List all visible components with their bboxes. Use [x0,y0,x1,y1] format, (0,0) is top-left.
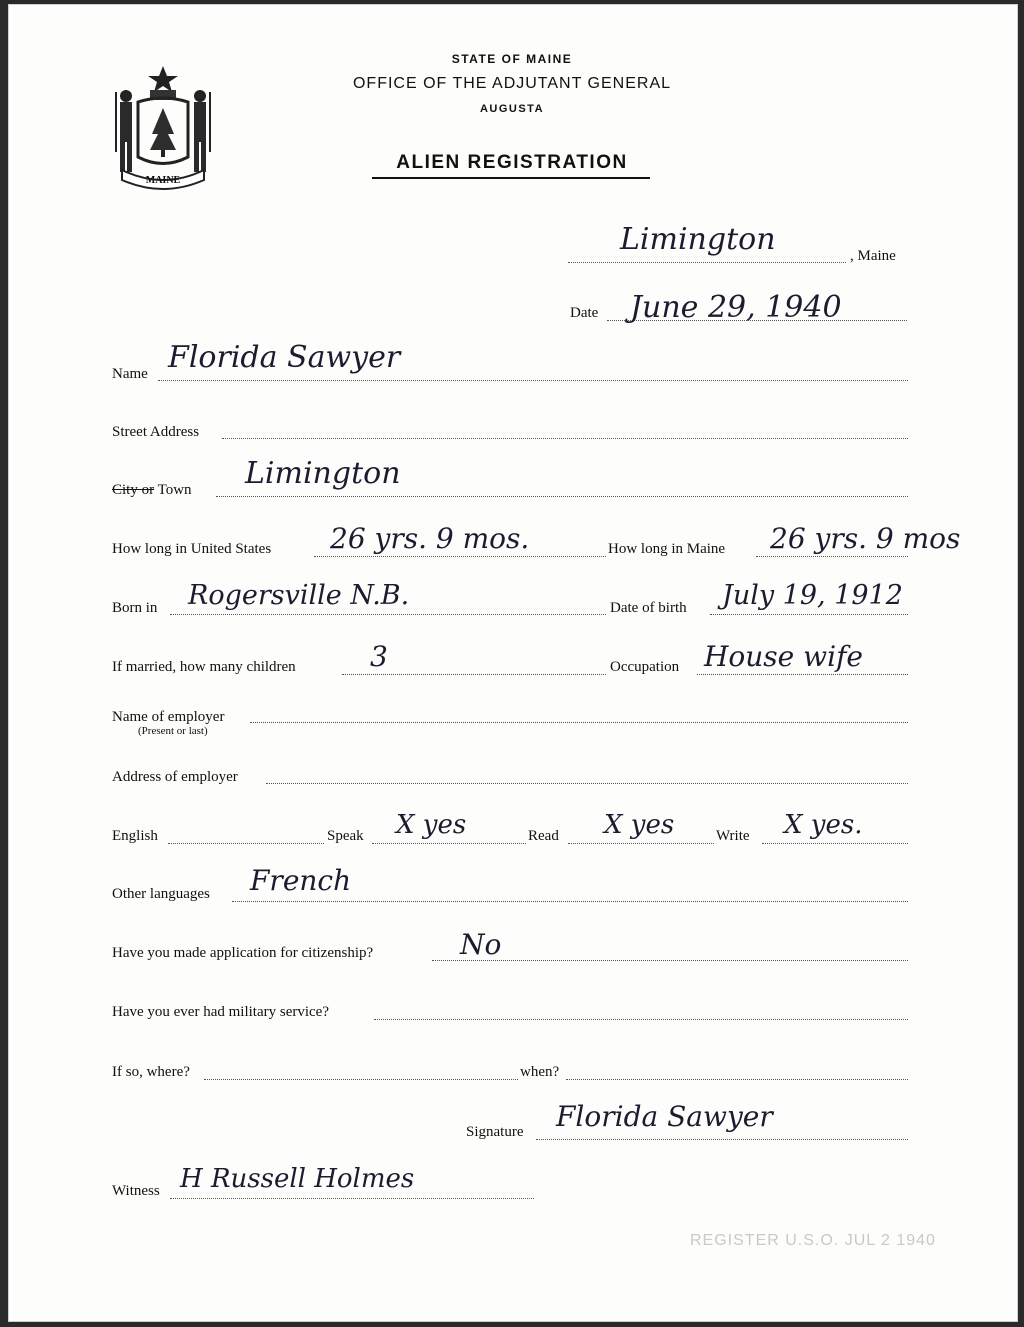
header-state: STATE OF MAINE [451,52,573,66]
city-value: Limington [245,456,401,491]
city-line [216,496,908,497]
us-label: How long in United States [112,541,272,557]
us-line [314,556,606,557]
military-label: Have you ever had military service? [112,1004,329,1020]
town-line [568,262,846,263]
town-value: Limington [620,222,776,257]
employer-address-label: Address of employer [112,769,238,785]
city-label-struck: City or [112,482,155,498]
read-value: X yes [604,810,675,840]
speak-line [372,843,526,844]
dob-value: July 19, 1912 [722,580,903,611]
where-line [204,1079,518,1080]
signature-line [536,1139,908,1140]
other-languages-line [232,901,908,902]
born-value: Rogersville N.B. [188,580,410,611]
write-label: Write [716,828,750,844]
other-languages-label: Other languages [112,886,210,902]
read-label: Read [528,828,559,844]
header-city: AUGUSTA [479,103,545,115]
street-label: Street Address [112,424,200,440]
occupation-line [697,674,908,675]
citizenship-label: Have you made application for citizenship? [112,945,374,961]
speak-value: X yes [396,810,467,840]
occupation-value: House wife [704,640,864,673]
when-label: when? [520,1064,560,1080]
write-line [762,843,908,844]
name-label: Name [112,366,148,382]
signature-label: Signature [466,1124,524,1140]
header-office: OFFICE OF THE ADJUTANT GENERAL [352,75,672,92]
other-languages-value: French [250,864,352,897]
military-line [374,1019,908,1020]
dob-line [710,614,908,615]
name-line [158,380,908,381]
maine-value: 26 yrs. 9 mos [770,522,961,555]
witness-value: H Russell Holmes [180,1164,415,1194]
english-label: English [112,828,158,844]
english-line [168,843,324,844]
title-underline [372,177,650,179]
date-label: Date [570,305,599,321]
name-value: Florida Sawyer [168,340,401,375]
read-line [568,843,714,844]
witness-label: Witness [112,1183,160,1199]
children-line [342,674,606,675]
born-label: Born in [112,600,158,616]
write-value: X yes. [784,810,863,840]
maine-label: How long in Maine [608,541,726,557]
us-value: 26 yrs. 9 mos. [330,522,530,555]
citizenship-line [432,960,908,961]
date-value: June 29, 1940 [630,290,842,325]
speak-label: Speak [327,828,364,844]
signature-value: Florida Sawyer [556,1100,773,1133]
city-label-town: Town [157,482,192,498]
witness-line [170,1198,534,1199]
maine-line [756,556,908,557]
children-label: If married, how many children [112,659,296,675]
where-label: If so, where? [112,1064,190,1080]
employer-address-line [266,783,908,784]
form-title: ALIEN REGISTRATION [396,152,628,173]
children-value: 3 [370,640,388,673]
city-label [112,482,192,499]
employer-line [250,722,908,723]
receipt-stamp: REGISTER U.S.O. JUL 2 1940 [690,1232,936,1249]
when-line [566,1079,908,1080]
employer-sublabel: (Present or last) [138,725,208,737]
street-line [222,438,908,439]
citizenship-value: No [460,928,502,961]
born-line [170,614,606,615]
employer-label: Name of employer [112,709,225,725]
dob-label: Date of birth [610,600,687,616]
occupation-label: Occupation [610,659,680,675]
svg-text:MAINE: MAINE [145,175,181,186]
town-suffix: , Maine [850,248,896,264]
